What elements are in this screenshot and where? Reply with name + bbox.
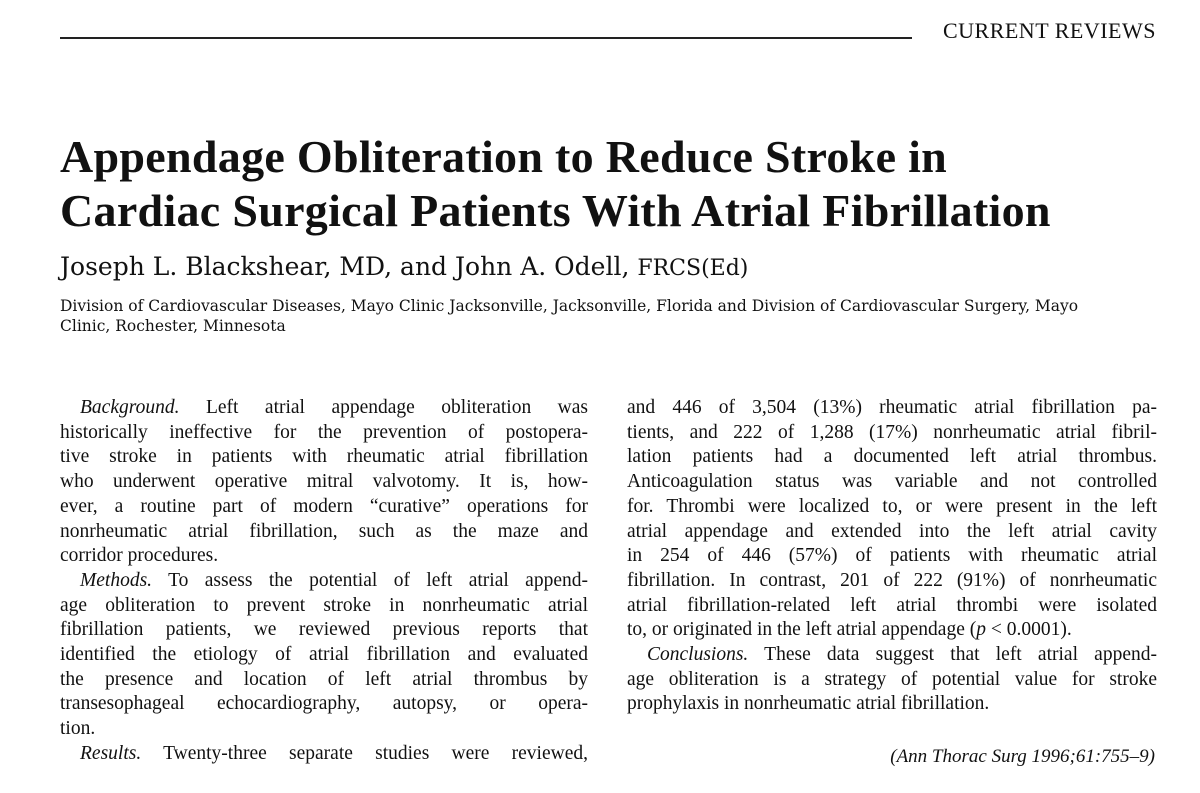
abstract-line: nonrheumatic atrial fibrillation, such as the maze and bbox=[60, 520, 588, 542]
section-label: CURRENT REVIEWS bbox=[942, 18, 1156, 43]
abstract-line: age obliteration is a strategy of potential value for stroke bbox=[627, 668, 1157, 690]
abstract-line: the presence and location of left atrial thrombus by bbox=[60, 668, 588, 690]
abstract-line: atrial appendage and extended into the left atrial cavity bbox=[627, 520, 1157, 542]
abstract-line: corridor procedures. bbox=[60, 545, 219, 567]
background-label: Background. bbox=[80, 397, 180, 418]
abstract-line: Anticoagulation status was variable and not controlled bbox=[627, 471, 1157, 493]
abstract-line bbox=[60, 396, 588, 421]
results-text: < 0.0001). bbox=[986, 619, 1072, 641]
abstract-line: prophylaxis in nonrheumatic atrial fibrillation. bbox=[627, 693, 990, 715]
header-rule bbox=[60, 37, 912, 39]
affiliation-line: Clinic, Rochester, Minnesota bbox=[60, 317, 286, 335]
abstract-line: and 446 of 3,504 (13%) rheumatic atrial fibrillation pa- bbox=[627, 397, 1157, 418]
abstract-line: who underwent operative mitral valvotomy. It is, how- bbox=[60, 471, 588, 493]
abstract-line: tients, and 222 of 1,288 (17%) nonrheumatic atrial fibril- bbox=[627, 421, 1157, 443]
abstract-line: tion. bbox=[60, 718, 96, 740]
abstract-column-left bbox=[60, 396, 588, 767]
affiliation bbox=[60, 296, 1160, 336]
abstract-line: fibrillation. In contrast, 201 of 222 (91%) of nonrheumatic bbox=[627, 569, 1157, 591]
author-list bbox=[60, 252, 748, 281]
journal-citation: (Ann Thorac Surg 1996;61:755–9) bbox=[890, 746, 1155, 767]
abstract-line bbox=[60, 742, 588, 767]
abstract-line: tive stroke in patients with rheumatic atrial fibrillation bbox=[60, 446, 588, 468]
methods-label: Methods. bbox=[80, 569, 153, 591]
abstract-line: ever, a routine part of modern “curative” operations for bbox=[60, 495, 588, 517]
author-credential: FRCS(Ed) bbox=[637, 256, 749, 281]
abstract-line: lation patients had a documented left atrial thrombus. bbox=[627, 446, 1157, 468]
results-label: Results. bbox=[80, 742, 142, 764]
abstract-line: age obliteration to prevent stroke in nonrheumatic atrial bbox=[60, 594, 588, 616]
p-value-symbol: p bbox=[976, 619, 986, 641]
abstract-line: historically ineffective for the prevention of postopera- bbox=[60, 421, 588, 443]
abstract-line bbox=[627, 618, 1157, 643]
article-title bbox=[60, 130, 1160, 238]
conclusions-label: Conclusions. bbox=[647, 644, 749, 666]
background-text: Left atrial appendage obliteration was bbox=[179, 397, 588, 418]
methods-text: To assess the potential of left atrial append- bbox=[152, 569, 588, 591]
title-line: Cardiac Surgical Patients With Atrial Fibrillation bbox=[60, 185, 1051, 236]
abstract-line: atrial fibrillation-related left atrial thrombi were isolated bbox=[627, 594, 1157, 616]
abstract-line: identified the etiology of atrial fibrillation and evaluated bbox=[60, 644, 588, 666]
conclusions-text: These data suggest that left atrial append- bbox=[748, 644, 1157, 666]
abstract-line bbox=[627, 643, 1157, 668]
abstract-line: transesophageal echocardiography, autopsy, or opera- bbox=[60, 693, 588, 715]
abstract-column-right bbox=[627, 396, 1157, 717]
abstract-line: in 254 of 446 (57%) of patients with rheumatic atrial bbox=[627, 545, 1157, 567]
abstract-line: for. Thrombi were localized to, or were present in the left bbox=[627, 495, 1157, 517]
results-text: Twenty-three separate studies were reviewed, bbox=[141, 742, 588, 764]
author-names: Joseph L. Blackshear, MD, and John A. Odell, bbox=[60, 252, 638, 281]
title-line: Appendage Obliteration to Reduce Stroke in bbox=[60, 131, 948, 182]
results-text: to, or originated in the left atrial appendage ( bbox=[627, 619, 977, 641]
affiliation-line: Division of Cardiovascular Diseases, Mayo Clinic Jacksonville, Jacksonville, Florida and Division of Cardiovascular Surgery, Mayo bbox=[60, 297, 1079, 315]
abstract-line bbox=[60, 569, 588, 594]
abstract-line: fibrillation patients, we reviewed previous reports that bbox=[60, 619, 588, 641]
